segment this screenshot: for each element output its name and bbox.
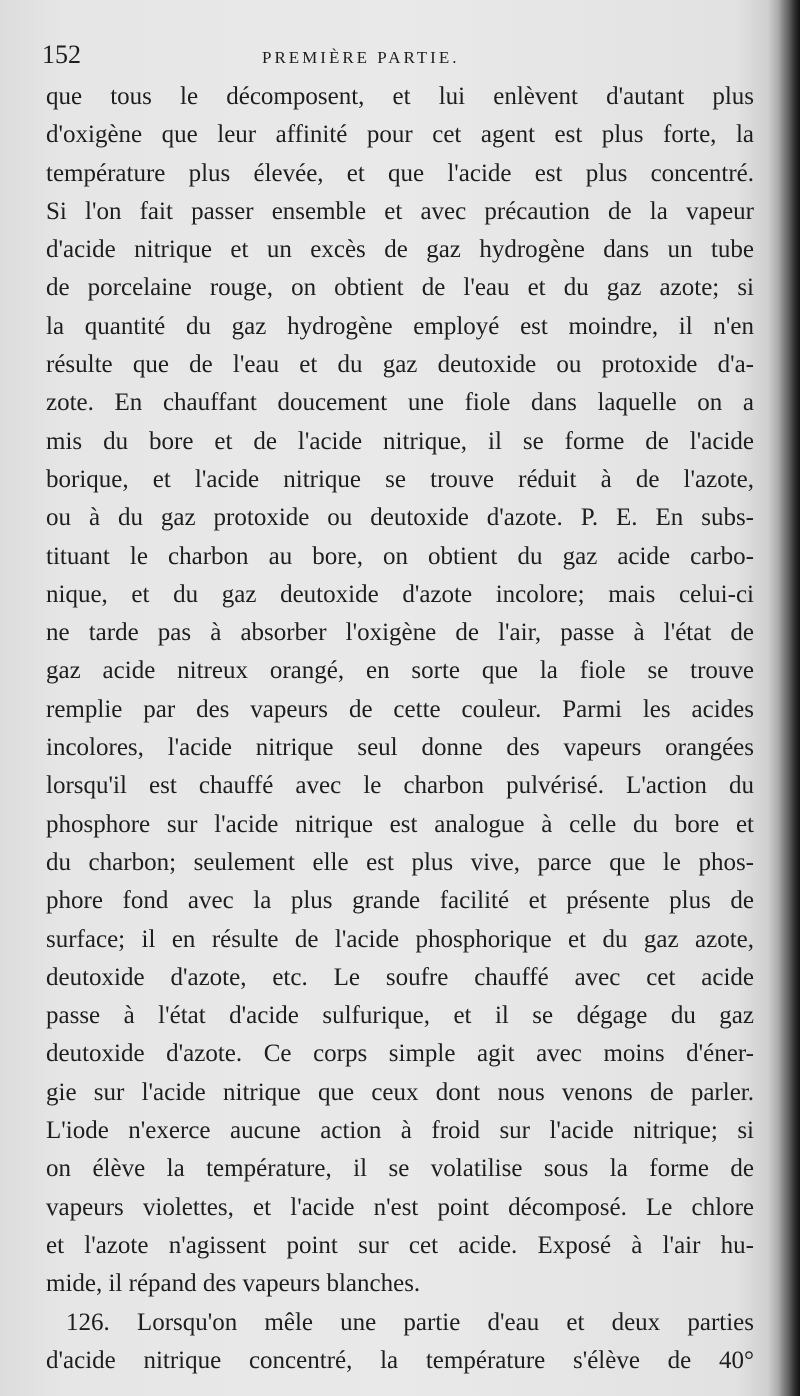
text-line: borique, et l'acide nitrique se trouve réduit à de l'azote, <box>46 465 754 493</box>
text-line: deutoxide d'azote, etc. Le soufre chauffé avec cet acide <box>46 963 754 991</box>
text-line: gie sur l'acide nitrique que ceux dont nous venons de parler. <box>46 1078 754 1106</box>
page-number: 152 <box>42 40 81 69</box>
text-line: surface; il en résulte de l'acide phosphorique et du gaz azote, <box>46 925 754 953</box>
text-line: d'oxigène que leur affinité pour cet agent est plus forte, la <box>46 121 754 149</box>
text-line: mis du bore et de l'acide nitrique, il se forme de l'acide <box>46 427 754 455</box>
text-line: d'acide nitrique concentré, la température s'élève de 40° <box>46 1346 754 1374</box>
text-line: ou à du gaz protoxide ou deutoxide d'azote. P. E. En subs- <box>46 504 754 532</box>
text-line: phosphore sur l'acide nitrique est analogue à celle du bore et <box>46 810 754 838</box>
text-line: température plus élevée, et que l'acide est plus concentré. <box>46 159 754 187</box>
text-line: mide, il répand des vapeurs blanches. <box>46 1270 421 1298</box>
text-line: et l'azote n'agissent point sur cet acide. Exposé à l'air hu- <box>46 1231 754 1259</box>
text-line: la quantité du gaz hydrogène employé est moindre, il n'en <box>46 312 754 340</box>
text-line: gaz acide nitreux orangé, en sorte que la fiole se trouve <box>46 657 754 685</box>
text-line: on élève la température, il se volatilise sous la forme de <box>46 1155 754 1183</box>
text-line: résulte que de l'eau et du gaz deutoxide ou protoxide d'a- <box>46 351 754 379</box>
text-line: 126. Lorsqu'on mêle une partie d'eau et deux parties <box>66 1308 754 1336</box>
text-line: zote. En chauffant doucement une fiole dans laquelle on a <box>46 389 754 417</box>
text-line: que tous le décomposent, et lui enlèvent d'autant plus <box>46 83 754 110</box>
text-line: lorsqu'il est chauffé avec le charbon pulvérisé. L'action du <box>46 772 754 800</box>
running-head: PREMIÈRE PARTIE. <box>262 48 460 67</box>
text-line: phore fond avec la plus grande facilité et présente plus de <box>46 887 754 915</box>
text-line: Si l'on fait passer ensemble et avec précaution de la vapeur <box>46 197 754 225</box>
body-text <box>46 78 754 1380</box>
text-line: tituant le charbon au bore, on obtient du gaz acide carbo- <box>46 542 754 570</box>
text-line: L'iode n'exerce aucune action à froid sur l'acide nitrique; si <box>46 1117 754 1145</box>
text-line: nique, et du gaz deutoxide d'azote incolore; mais celui-ci <box>46 580 754 608</box>
text-line: remplie par des vapeurs de cette couleur. Parmi les acides <box>46 695 754 723</box>
text-line: deutoxide d'azote. Ce corps simple agit avec moins d'éner- <box>46 1040 754 1068</box>
text-line: passe à l'état d'acide sulfurique, et il se dégage du gaz <box>46 1002 754 1030</box>
text-line: vapeurs violettes, et l'acide n'est point décomposé. Le chlore <box>46 1193 754 1221</box>
text-line: incolores, l'acide nitrique seul donne des vapeurs orangées <box>46 734 754 762</box>
page-edge-shadow <box>778 0 800 1396</box>
page-header <box>42 40 722 80</box>
text-line: du charbon; seulement elle est plus vive, parce que le phos- <box>46 848 754 876</box>
text-line: ne tarde pas à absorber l'oxigène de l'air, passe à l'état de <box>46 619 754 647</box>
text-line: de porcelaine rouge, on obtient de l'eau et du gaz azote; si <box>46 274 754 302</box>
text-line: d'acide nitrique et un excès de gaz hydrogène dans un tube <box>46 236 754 264</box>
